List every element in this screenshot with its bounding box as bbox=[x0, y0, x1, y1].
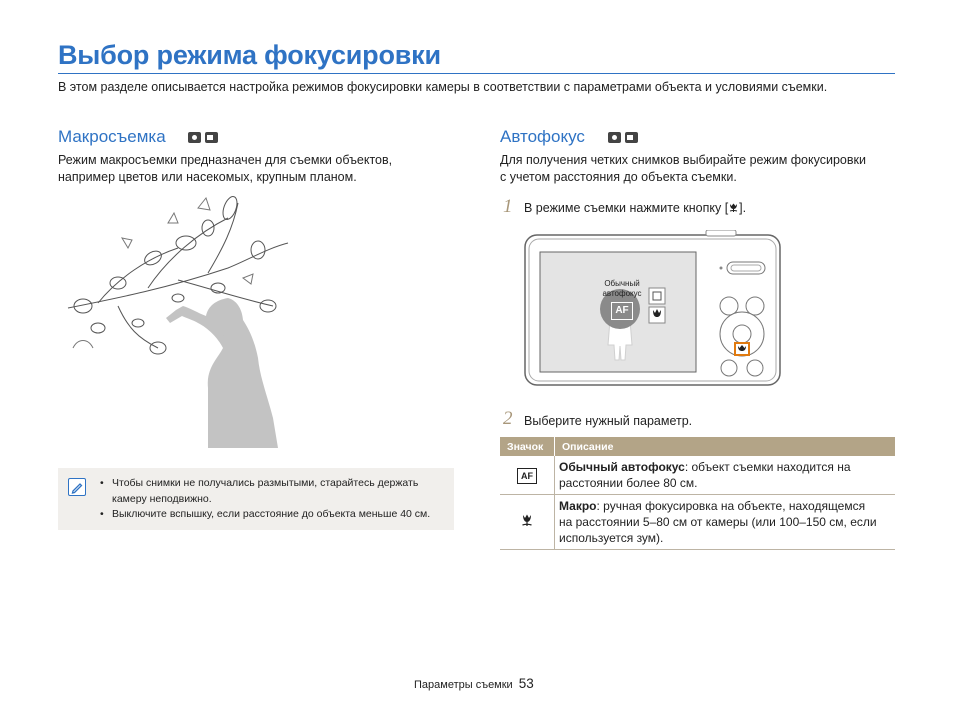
camera-back-diagram bbox=[524, 230, 782, 388]
table-description-line: используется зум). bbox=[559, 531, 664, 545]
macro-tulip-icon bbox=[728, 202, 739, 213]
page-title: Выбор режима фокусировки bbox=[58, 40, 441, 70]
table-description-line: расстоянии более 80 см. bbox=[559, 476, 698, 490]
video-icon bbox=[205, 132, 218, 143]
table-icon-cell bbox=[500, 495, 555, 550]
autofocus-title-text: Автофокус bbox=[500, 127, 585, 146]
normal-af-icon bbox=[517, 468, 537, 484]
macro-description bbox=[58, 152, 392, 185]
page-footer bbox=[414, 676, 534, 691]
autofocus-mode-icons bbox=[608, 132, 638, 143]
table-header-description: Описание bbox=[555, 437, 896, 456]
table-term: Макро bbox=[559, 499, 597, 513]
macro-title-text: Макросъемка bbox=[58, 127, 166, 146]
table-description-line: на расстоянии 5–80 см от камеры (или 100–150 см, если bbox=[559, 515, 877, 529]
camera-af-badge: AF bbox=[611, 302, 633, 320]
page-number: 53 bbox=[518, 676, 534, 691]
table-term: Обычный автофокус bbox=[559, 460, 685, 474]
macro-tulip-icon bbox=[520, 513, 534, 527]
table-row bbox=[500, 456, 895, 495]
macro-line: например цветов или насекомых, крупным планом. bbox=[58, 169, 357, 184]
step-1-post: ]. bbox=[739, 201, 747, 215]
table-header-row bbox=[500, 437, 895, 456]
camera-screen-label-line: Обычный bbox=[604, 279, 640, 288]
step-1-text bbox=[524, 201, 746, 215]
autofocus-section-title bbox=[500, 127, 638, 147]
step-number: 1 bbox=[503, 196, 513, 217]
note-list bbox=[100, 476, 430, 523]
normal-af-icon-text: AF bbox=[521, 470, 533, 481]
camera-program-icon bbox=[188, 132, 201, 143]
step-number: 2 bbox=[503, 408, 513, 429]
footer-section: Параметры съемки bbox=[414, 679, 513, 691]
camera-program-icon bbox=[608, 132, 621, 143]
autofocus-line: с учетом расстояния до объекта съемки. bbox=[500, 169, 737, 184]
focus-options-table bbox=[500, 437, 895, 550]
video-icon bbox=[625, 132, 638, 143]
table-description-cell bbox=[555, 456, 896, 495]
table-icon-cell bbox=[500, 456, 555, 495]
table-description-line: : объект съемки находится на bbox=[684, 460, 851, 474]
note-pencil-icon bbox=[68, 478, 86, 496]
autofocus-description bbox=[500, 152, 866, 185]
macro-photography-illustration bbox=[58, 188, 298, 448]
step-1-pre: В режиме съемки нажмите кнопку [ bbox=[524, 201, 729, 215]
step-2-text: Выберите нужный параметр. bbox=[524, 414, 693, 428]
intro-text: В этом разделе описывается настройка режимов фокусировки камеры в соответствии с параметрами объекта и условиями съемки. bbox=[58, 80, 828, 94]
macro-mode-icons bbox=[188, 132, 218, 143]
camera-screen-label bbox=[597, 279, 647, 299]
note-item-line: Чтобы снимки не получались размытыми, старайтесь держать bbox=[112, 477, 419, 489]
camera-screen-label-line: автофокус bbox=[602, 289, 642, 298]
note-box bbox=[58, 468, 454, 530]
note-item bbox=[100, 507, 430, 523]
title-rule bbox=[58, 73, 895, 74]
macro-section-title bbox=[58, 127, 218, 147]
autofocus-line: Для получения четких снимков выбирайте режим фокусировки bbox=[500, 153, 866, 167]
macro-line: Режим макросъемки предназначен для съемки объектов, bbox=[58, 153, 393, 167]
note-item-line: Выключите вспышку, если расстояние до объекта меньше 40 см. bbox=[112, 508, 431, 520]
table-row bbox=[500, 495, 895, 550]
table-header-icon: Значок bbox=[500, 437, 555, 456]
note-item-line: камеру неподвижно. bbox=[112, 492, 212, 505]
table-description-cell bbox=[555, 495, 896, 550]
note-item bbox=[100, 476, 430, 507]
table-description-line: : ручная фокусировка на объекте, находящемся bbox=[596, 499, 866, 513]
